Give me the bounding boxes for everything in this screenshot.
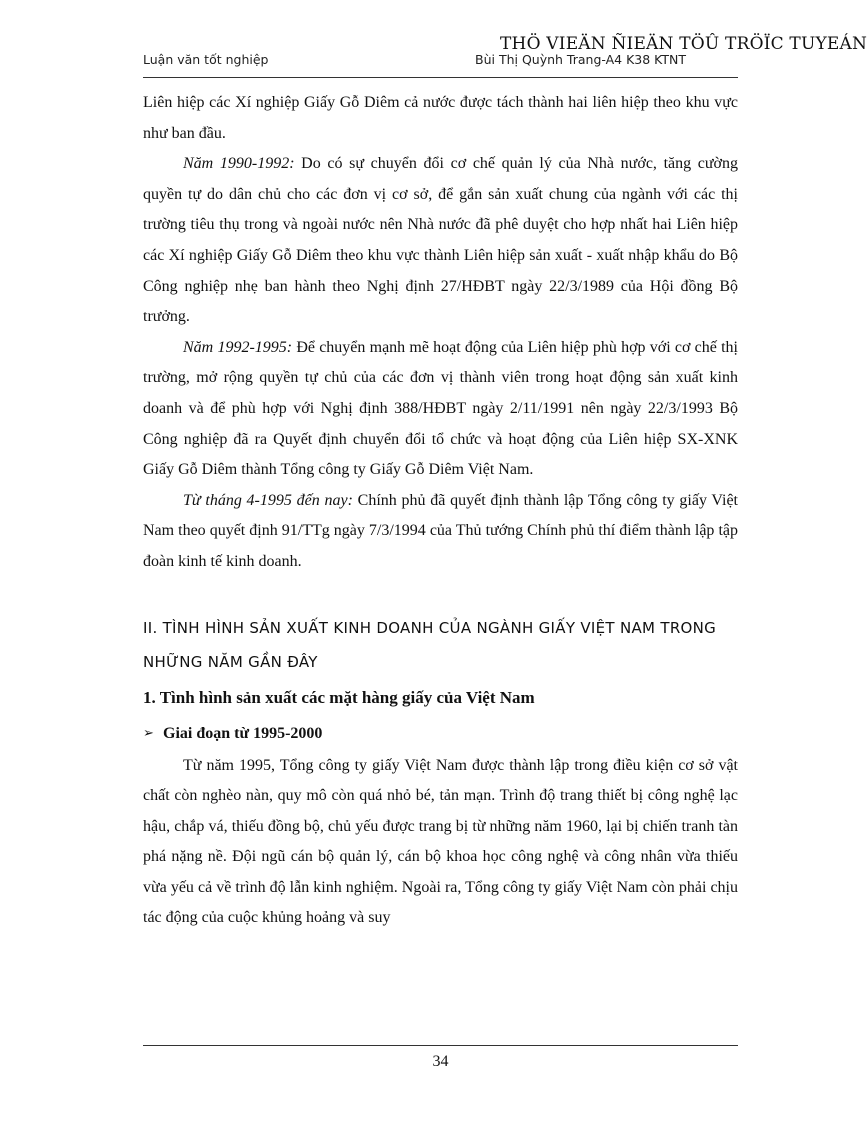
paragraph-text: Chính phủ đã quyết định thành lập Tổng công ty giấy Việt Nam theo quyết định 91/TTg ngày 7/3/1994 của Thủ tướng Chính phủ thí điểm thành lập tập đoàn kinh tế kinh doanh. (143, 491, 738, 570)
header-rule (143, 77, 738, 78)
paragraph-lead: Năm 1990-1992: (183, 155, 295, 173)
page-body (143, 88, 738, 934)
watermark-text: THÖ VIEÄN ÑIEÄN TÖÛ TRÖÏC TUYEÁN (500, 34, 867, 54)
paragraph (143, 333, 738, 486)
arrow-bullet-icon: ➢ (143, 725, 154, 741)
section-heading (143, 611, 738, 679)
header-left: Luận văn tốt nghiệp (143, 52, 269, 67)
bullet-heading-text: Giai đoạn từ 1995-2000 (163, 724, 323, 742)
paragraph-lead: Năm 1992-1995: (183, 338, 293, 356)
page-number: 34 (432, 1053, 449, 1070)
page-header (143, 52, 738, 74)
footer-rule (143, 1045, 738, 1046)
paragraph-text: Do có sự chuyển đổi cơ chế quản lý của Nhà nước, tăng cường quyền tự do dân chủ cho các đơn vị cơ sở, để gắn sản xuất chung của ngành với các thị trường tiêu thụ trong và ngoài nước nên Nhà nước đã phê duyệt cho hợp nhất hai Liên hiệp các Xí nghiệp Giấy Gỗ Diêm theo khu vực thành Liên hiệp sản xuất - xuất nhập khẩu do Bộ Công nghiệp nhẹ ban hành theo Nghị định 27/HĐBT ngày 22/3/1989 của Hội đồng Bộ trưởng. (143, 155, 738, 326)
paragraph-text: Để chuyển mạnh mẽ hoạt động của Liên hiệp phù hợp với cơ chế thị trường, mở rộng quyền tự chủ của các đơn vị thành viên trong hoạt động sản xuất kinh doanh và để phù hợp với Nghị định 388/HĐBT ngày 2/11/1991 nên ngày 22/3/1993 Bộ Công nghiệp đã ra Quyết định chuyển đổi tổ chức và hoạt động của Liên hiệp SX-XNK Giấy Gỗ Diêm thành Tổng công ty Giấy Gỗ Diêm Việt Nam. (143, 338, 738, 479)
section-heading-line: NHỮNG NĂM GẦN ĐÂY (143, 652, 318, 671)
header-right: Bùi Thị Quỳnh Trang-A4 K38 KTNT (475, 52, 687, 67)
paragraph-lead: Từ tháng 4-1995 đến nay: (183, 491, 353, 509)
section-heading-line: II. TÌNH HÌNH SẢN XUẤT KINH DOANH CỦA NGÀNH GIẤY VIỆT NAM TRONG (143, 618, 717, 637)
paragraph (143, 149, 738, 333)
paragraph: Liên hiệp các Xí nghiệp Giấy Gỗ Diêm cả nước được tách thành hai liên hiệp theo khu vực như ban đầu. (143, 94, 738, 142)
paragraph: Từ năm 1995, Tổng công ty giấy Việt Nam được thành lập trong điều kiện cơ sở vật chất còn nghèo nàn, quy mô còn quá nhỏ bé, tản mạn. Trình độ trang thiết bị công nghệ lạc hậu, chắp vá, thiếu đồng bộ, chủ yếu được trang bị từ những năm 1960, lại bị chiến tranh tàn phá nặng nề. Đội ngũ cán bộ quản lý, cán bộ khoa học công nghệ và công nhân vừa thiếu vừa yếu cả về trình độ lẫn kinh nghiệm. Ngoài ra, Tổng công ty giấy Việt Nam còn phải chịu tác động của cuộc khủng hoảng và suy (143, 756, 738, 927)
bullet-heading (143, 717, 738, 751)
paragraph (143, 486, 738, 578)
subheading: 1. Tình hình sản xuất các mặt hàng giấy của Việt Nam (143, 687, 535, 707)
